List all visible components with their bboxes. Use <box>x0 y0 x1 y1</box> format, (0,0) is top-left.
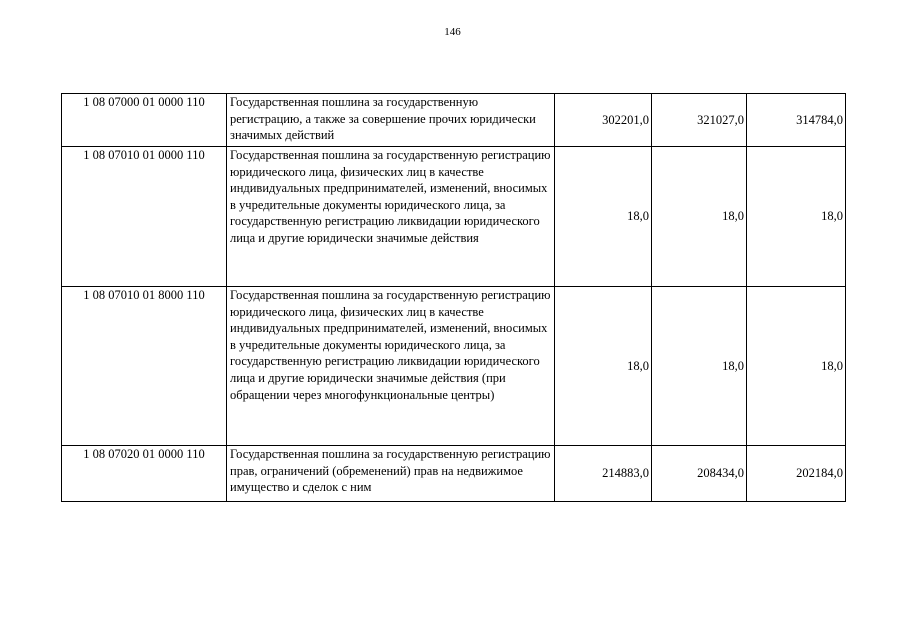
value-year-1-cell: 18,0 <box>555 147 652 287</box>
value-year-3-cell: 18,0 <box>747 147 846 287</box>
table-row <box>62 446 846 502</box>
budget-code-cell: 1 08 07000 01 0000 110 <box>62 94 227 147</box>
budget-code-cell: 1 08 07010 01 0000 110 <box>62 147 227 287</box>
value-year-3-cell: 202184,0 <box>747 446 846 502</box>
value-year-2-cell: 321027,0 <box>652 94 747 147</box>
table-row <box>62 94 846 147</box>
budget-code-cell: 1 08 07010 01 8000 110 <box>62 287 227 446</box>
value-year-2-cell: 18,0 <box>652 287 747 446</box>
description-cell: Государственная пошлина за государственную регистрацию юридического лица, физических лиц в качестве индивидуальных предпринимателей, изменений, вносимых в учредительные документы юридического лица, за государственную регистрацию ликвидации юридического лица и другие юридически значимые действия (при обращении через многофункциональные центры) <box>227 287 555 446</box>
value-year-2-cell: 208434,0 <box>652 446 747 502</box>
value-year-1-cell: 302201,0 <box>555 94 652 147</box>
description-cell: Государственная пошлина за государственную регистрацию юридического лица, физических лиц в качестве индивидуальных предпринимателей, изменений, вносимых в учредительные документы юридического лица, за государственную регистрацию ликвидации юридического лица и другие юридически значимые действия <box>227 147 555 287</box>
description-cell: Государственная пошлина за государственную регистрацию прав, ограничений (обременений) прав на недвижимое имущество и сделок с ним <box>227 446 555 502</box>
value-year-3-cell: 314784,0 <box>747 94 846 147</box>
page-number: 146 <box>444 26 461 38</box>
table-row <box>62 287 846 446</box>
revenue-table <box>61 93 846 502</box>
value-year-3-cell: 18,0 <box>747 287 846 446</box>
budget-code-cell: 1 08 07020 01 0000 110 <box>62 446 227 502</box>
value-year-2-cell: 18,0 <box>652 147 747 287</box>
table-row <box>62 147 846 287</box>
description-cell: Государственная пошлина за государственную регистрацию, а также за совершение прочих юридически значимых действий <box>227 94 555 147</box>
value-year-1-cell: 18,0 <box>555 287 652 446</box>
value-year-1-cell: 214883,0 <box>555 446 652 502</box>
